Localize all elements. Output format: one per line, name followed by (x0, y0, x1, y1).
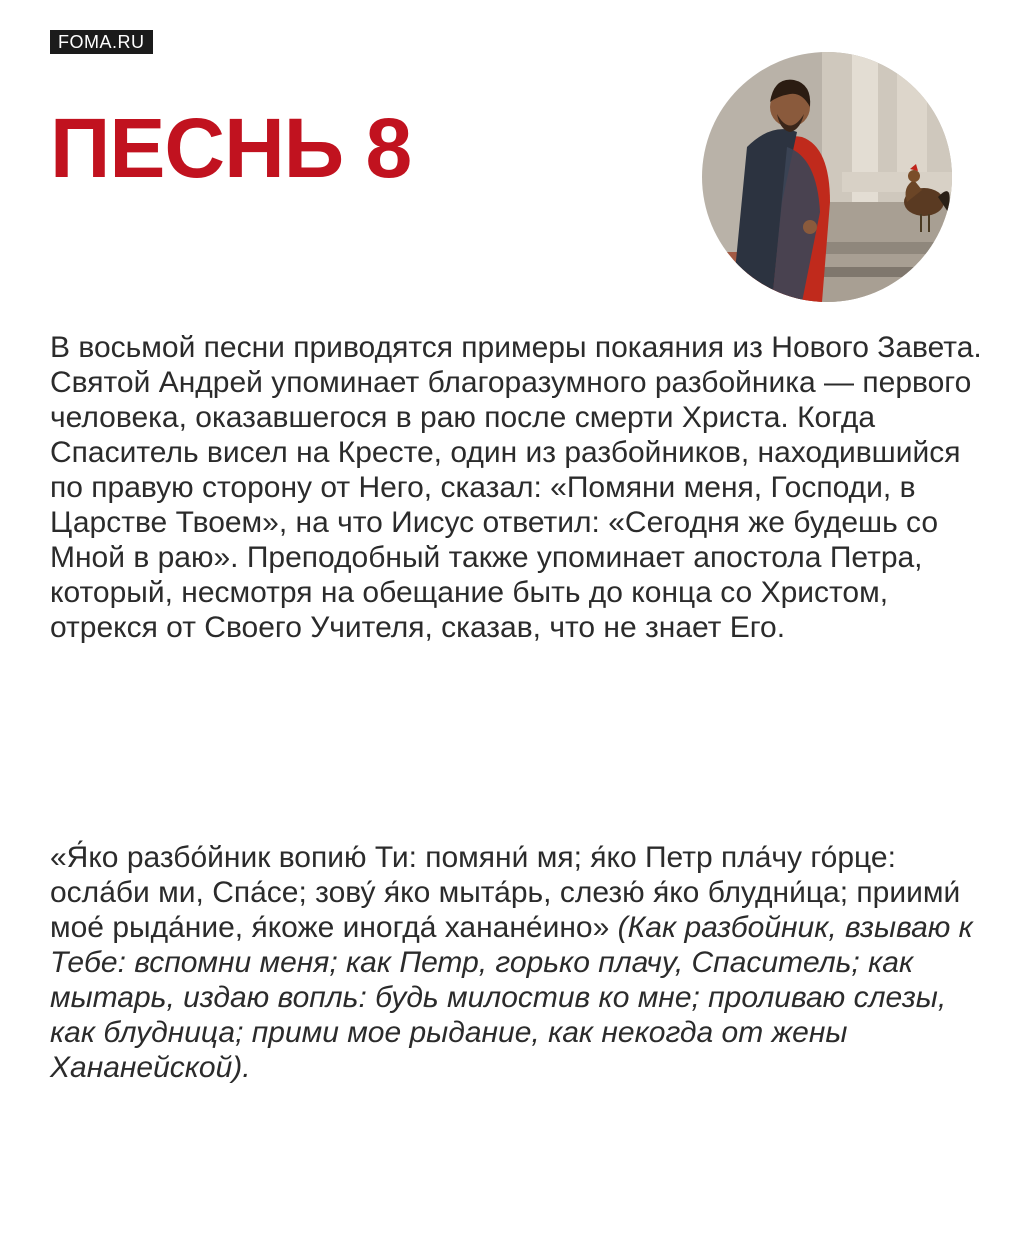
prayer-quote (50, 840, 995, 1085)
quote-original: «Я́ко разбо́йник вопию́ Ти: помяни́ мя; я́ко Петр пла́чу го́рце: осла́би ми, Спа́се; зову́ я́ко мыта́рь, слезю́ я́ко блудни́ца; приими́ мое́ рыда́ние, я́коже иногда́ ханане́ино» (50, 841, 961, 944)
apostle-peter-portrait (702, 52, 952, 302)
article-paragraph: В восьмой песни приводятся примеры покаяния из Нового Завета. Святой Андрей упоминает благоразумного разбойника — первого человека, оказавшегося в раю после смерти Христа. Когда Спаситель висел на Кресте, один из разбойников, находившийся по правую сторону от Него, сказал: «Помяни меня, Господи, в Царстве Твоем», на что Иисус ответил: «Сегодня же будешь со Мной в раю». Преподобный также упоминает апостола Петра, который, несмотря на обещание быть до конца со Христом, отрекся от Своего Учителя, сказав, что не знает Его. (50, 331, 982, 644)
brand-logo[interactable]: FOMA.RU (50, 30, 153, 54)
quote-translation: (Как разбойник, взываю к Тебе: вспомни меня; как Петр, горько плачу, Спаситель; как мытарь, издаю вопль: будь милостив ко мне; проливаю слезы, как блудница; прими мое рыдание, как некогда от жены Хананейской). (50, 911, 973, 1084)
page-title: ПЕСНЬ 8 (50, 101, 412, 195)
